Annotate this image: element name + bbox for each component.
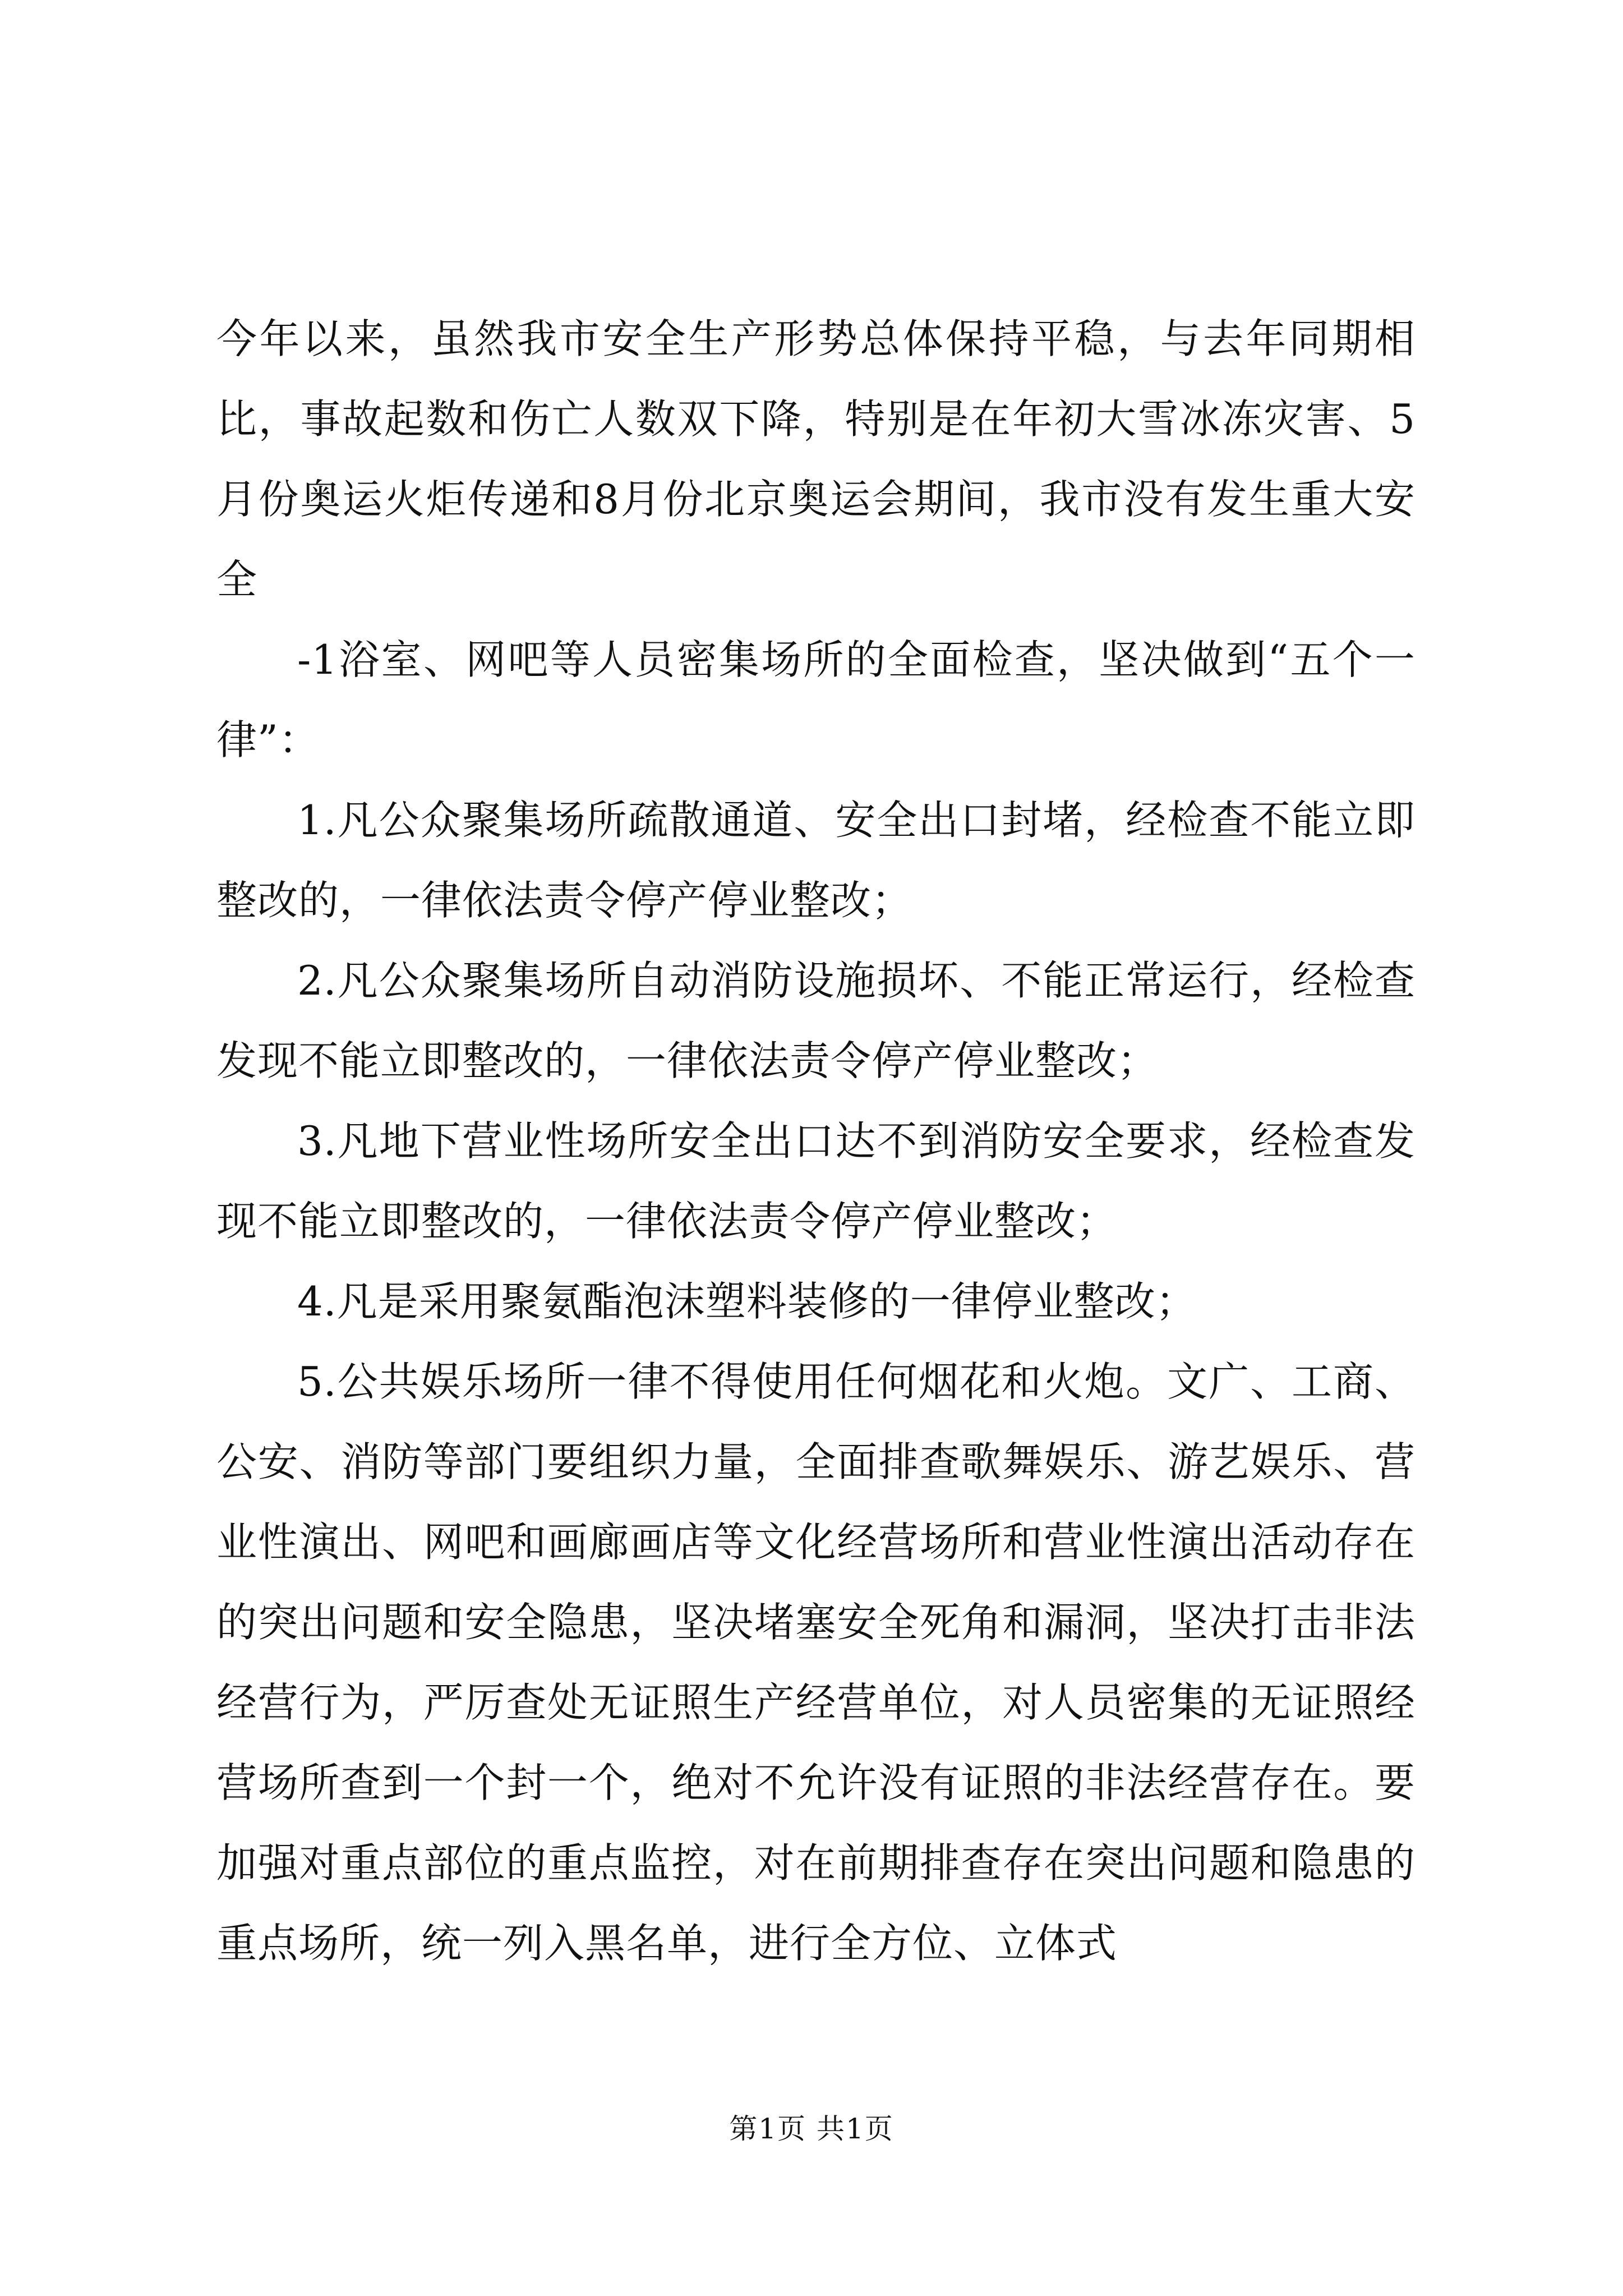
paragraph-rule-4: 4.凡是采用聚氨酯泡沫塑料装修的一律停业整改；	[297, 1278, 1197, 1325]
paragraph-rule-1: 1.凡公众聚集场所疏散通道、安全出口封堵，经检查不能立即整改的，一律依法责令停产停业整改；	[216, 797, 1415, 924]
page-number-label: 第1页 共1页	[729, 2113, 894, 2145]
paragraph-rule-2: 2.凡公众聚集场所自动消防设施损坏、不能正常运行，经检查发现不能立即整改的，一律依法责令停产停业整改；	[216, 957, 1415, 1084]
paragraph-inspection-header: -1浴室、网吧等人员密集场所的全面检查，坚决做到“五个一律”：	[216, 636, 1415, 763]
paragraph-intro: 今年以来，虽然我市安全生产形势总体保持平稳，与去年同期相比，事故起数和伤亡人数双下降，特别是在年初大雪冰冻灾害、5月份奥运火炬传递和8月份北京奥运会期间，我市没有发生重大安全	[216, 315, 1415, 603]
paragraph-rule-3: 3.凡地下营业性场所安全出口达不到消防安全要求，经检查发现不能立即整改的，一律依法责令停产停业整改；	[216, 1117, 1415, 1245]
document-body	[216, 299, 1415, 1984]
page-footer	[0, 2109, 1623, 2148]
paragraph-rule-5: 5.公共娱乐场所一律不得使用任何烟花和火炮。文广、工商、公安、消防等部门要组织力量，全面排查歌舞娱乐、游艺娱乐、营业性演出、网吧和画廊画店等文化经营场所和营业性演出活动存在的突出问题和安全隐患，坚决堵塞安全死角和漏洞，坚决打击非法经营行为，严厉查处无证照生产经营单位，对人员密集的无证照经营场所查到一个封一个，绝对不允许没有证照的非法经营存在。要加强对重点部位的重点监控，对在前期排查存在突出问题和隐患的重点场所，统一列入黑名单，进行全方位、立体式	[216, 1358, 1415, 1967]
